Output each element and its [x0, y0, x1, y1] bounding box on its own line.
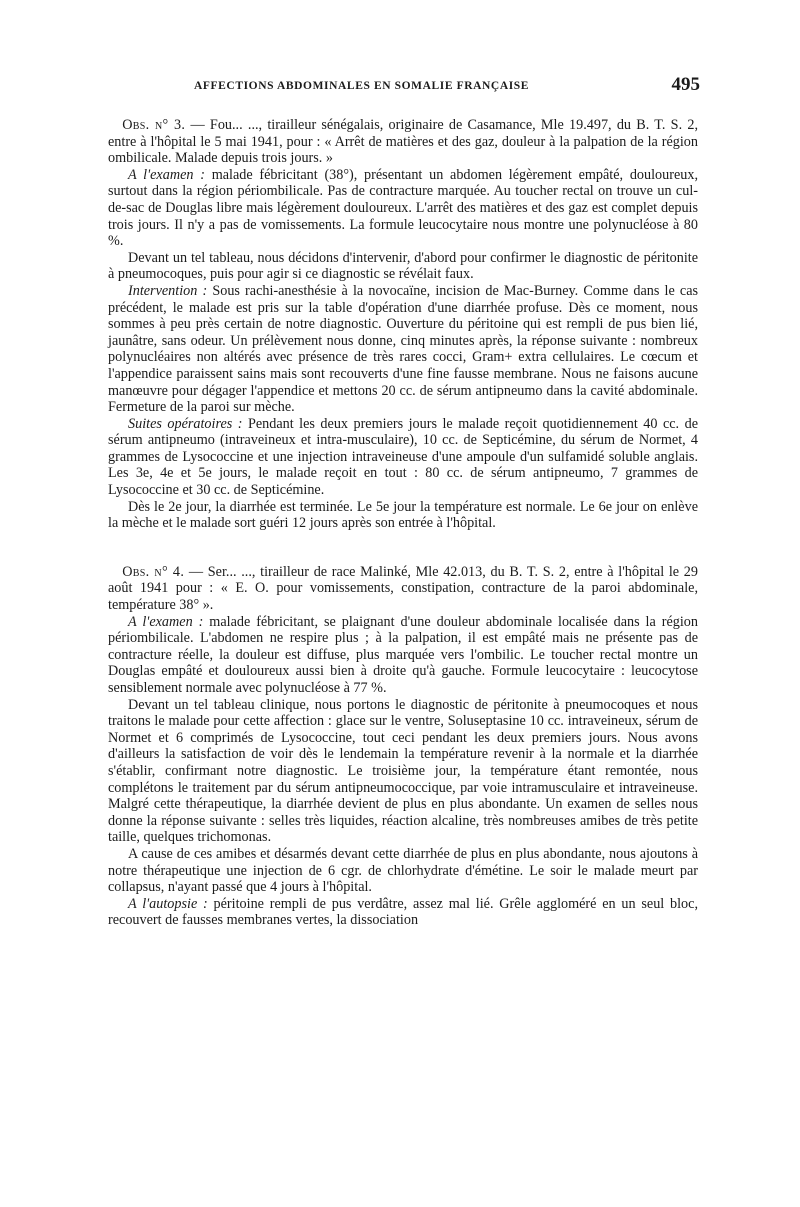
obs4-exam-text: malade fébricitant, se plaignant d'une douleur abdominale localisée dans la région périombilicale. L'abdomen ne respire plus ; à la palpation, il est empâté mais ne présente pas de contracture réelle, la douleur est diffuse, plus marquée vers l'ombilic. Le toucher rectal montre un Douglas empâté et douloureux aussi bien à droite qu'à gauche. Formule leucocytaire : leucocytose sensiblement normale avec polynucléose à 77 %. [108, 613, 698, 696]
obs4-intro: — Ser... ..., tirailleur de race Malinké, Mle 42.013, du B. T. S. 2, entre à l'hôpital le 29 août 1941 pour : « E. O. pour vomissements, constipation, contracture de la paroi abdominale, température 38° ». [108, 563, 698, 614]
obs4-exam-paragraph [108, 614, 698, 697]
obs3-intervention-paragraph [108, 283, 698, 416]
obs4-label: Obs. n° 4. [122, 563, 185, 580]
obs4-amoeba: A cause de ces amibes et désarmés devant cette diarrhée de plus en plus abondante, nous ajoutons à notre thérapeutique une injection de 6 cgr. de chlorhydrate d'émétine. Le soir le malade meurt par collapsus, n'ayant passé que 4 jours à l'hôpital. [108, 845, 698, 896]
obs4-autopsy-paragraph [108, 896, 698, 929]
obs3-intro-paragraph [108, 117, 698, 167]
page-number: 495 [671, 74, 700, 95]
running-title: AFFECTIONS ABDOMINALES EN SOMALIE FRANÇAISE [194, 80, 530, 92]
page-header [108, 74, 700, 98]
obs3-exam-label: A l'examen : [128, 166, 205, 183]
obs3-suites-label: Suites opératoires : [128, 415, 243, 432]
section-gap [108, 532, 698, 564]
obs3-decision-paragraph [108, 250, 698, 283]
obs3-intro: — Fou... ..., tirailleur sénégalais, originaire de Casamance, Mle 19.497, du B. T. S. 2, entre à l'hôpital le 5 mai 1941, pour : « Arrêt de matières et des gaz, douleur à la palpation de la région ombilicale. Malade depuis trois jours. » [108, 117, 698, 167]
obs4-amoeba-paragraph [108, 846, 698, 896]
obs4-intro-paragraph [108, 564, 698, 614]
obs3-suites-text: Pendant les deux premiers jours le malade reçoit quotidiennement 40 cc. de sérum antipneumo (intraveineux et intra-musculaire), 10 cc. de Septicémine, du sérum de Normet, 4 grammes de Lysococcine et une injection intraveineuse d'une ampoule d'un sulfamidé soluble anglais. Les 3e, 4e et 5e jours, le malade reçoit en tout : 80 cc. de sérum antipneumo, 7 grammes de Lysococcine et 30 cc. de Septicémine. [108, 415, 698, 499]
obs3-exam-text: malade fébricitant (38°), présentant un abdomen légèrement empâté, douloureux, surtout dans la région périombilicale. Pas de contracture marquée. Au toucher rectal on trouve un cul-de-sac de Douglas libre mais légèrement douloureux. L'arrêt des matières et des gaz est complet depuis trois jours. Il n'y a pas de vomissements. La formule leucocytaire nous montre une polynucléose à 80 %. [108, 166, 698, 250]
obs4-autopsy-text: péritoine rempli de pus verdâtre, assez mal lié. Grêle aggloméré en un seul bloc, recouvert de fausses membranes vertes, la dissociation [108, 895, 698, 929]
obs4-exam-label: A l'examen : [128, 613, 204, 630]
obs3-outcome: Dès le 2e jour, la diarrhée est terminée. Le 5e jour la température est normale. Le 6e jour on enlève la mèche et le malade sort guéri 12 jours après son entrée à l'hôpital. [108, 498, 698, 532]
observation-3 [108, 117, 698, 532]
obs4-autopsy-label: A l'autopsie : [128, 895, 208, 912]
obs3-intervention-label: Intervention : [128, 282, 208, 299]
obs3-label: Obs. n° 3. [122, 117, 186, 133]
observation-4 [108, 564, 698, 929]
obs3-decision: Devant un tel tableau, nous décidons d'intervenir, d'abord pour confirmer le diagnostic de péritonite à pneumocoques, puis pour agir si ce diagnostic se révélait faux. [108, 249, 698, 283]
obs4-treatment: Devant un tel tableau clinique, nous portons le diagnostic de péritonite à pneumocoques et nous traitons le malade pour cette affection : glace sur le ventre, Soluseptasine 10 cc. intraveineux, sérum de Normet et 6 comprimés de Lysococcine, tout ceci pendant les deux premiers jours. Nous avons d'ailleurs la satisfaction de voir dès le lendemain la température revenir à la normale et la diarrhée s'établir, confirmant notre diagnostic. Le troisième jour, la température étant remontée, nous complétons le traitement par du sérum antipneumococcique, par voie intramusculaire et intraveineuse. Malgré cette thérapeutique, la diarrhée devient de plus en plus abondante. Un examen de selles nous donne la réponse suivante : selles très liquides, réaction alcaline, très nombreuses amibes de très petite taille, quelques trichomonas. [108, 696, 698, 846]
obs3-intervention-text: Sous rachi-anesthésie à la novocaïne, incision de Mac-Burney. Comme dans le cas précédent, le malade est pris sur la table d'opération d'une diarrhée profuse. Dès ce moment, nous sommes à peu près certain de notre diagnostic. Ouverture du péritoine qui est rempli de pus bien lié, jaunâtre, sans odeur. Un prélèvement nous donne, cinq minutes après, la réponse suivante : nombreux polynucléaires non altérés avec présence de très rares cocci, Gram+ extra cellulaires. Le cœcum et l'appendice paraissent sains mais sont recouverts d'une fine fausse membrane. Nous ne faisons aucune manœuvre pour dégager l'appendice et mettons 20 cc. de sérum antipneumo dans la cavité abdominale. Fermeture de la paroi sur mèche. [108, 282, 699, 416]
obs3-exam-paragraph [108, 167, 698, 250]
page-body [108, 117, 698, 929]
obs4-treatment-paragraph [108, 697, 698, 846]
obs3-outcome-paragraph [108, 499, 698, 532]
obs3-suites-paragraph [108, 416, 698, 499]
